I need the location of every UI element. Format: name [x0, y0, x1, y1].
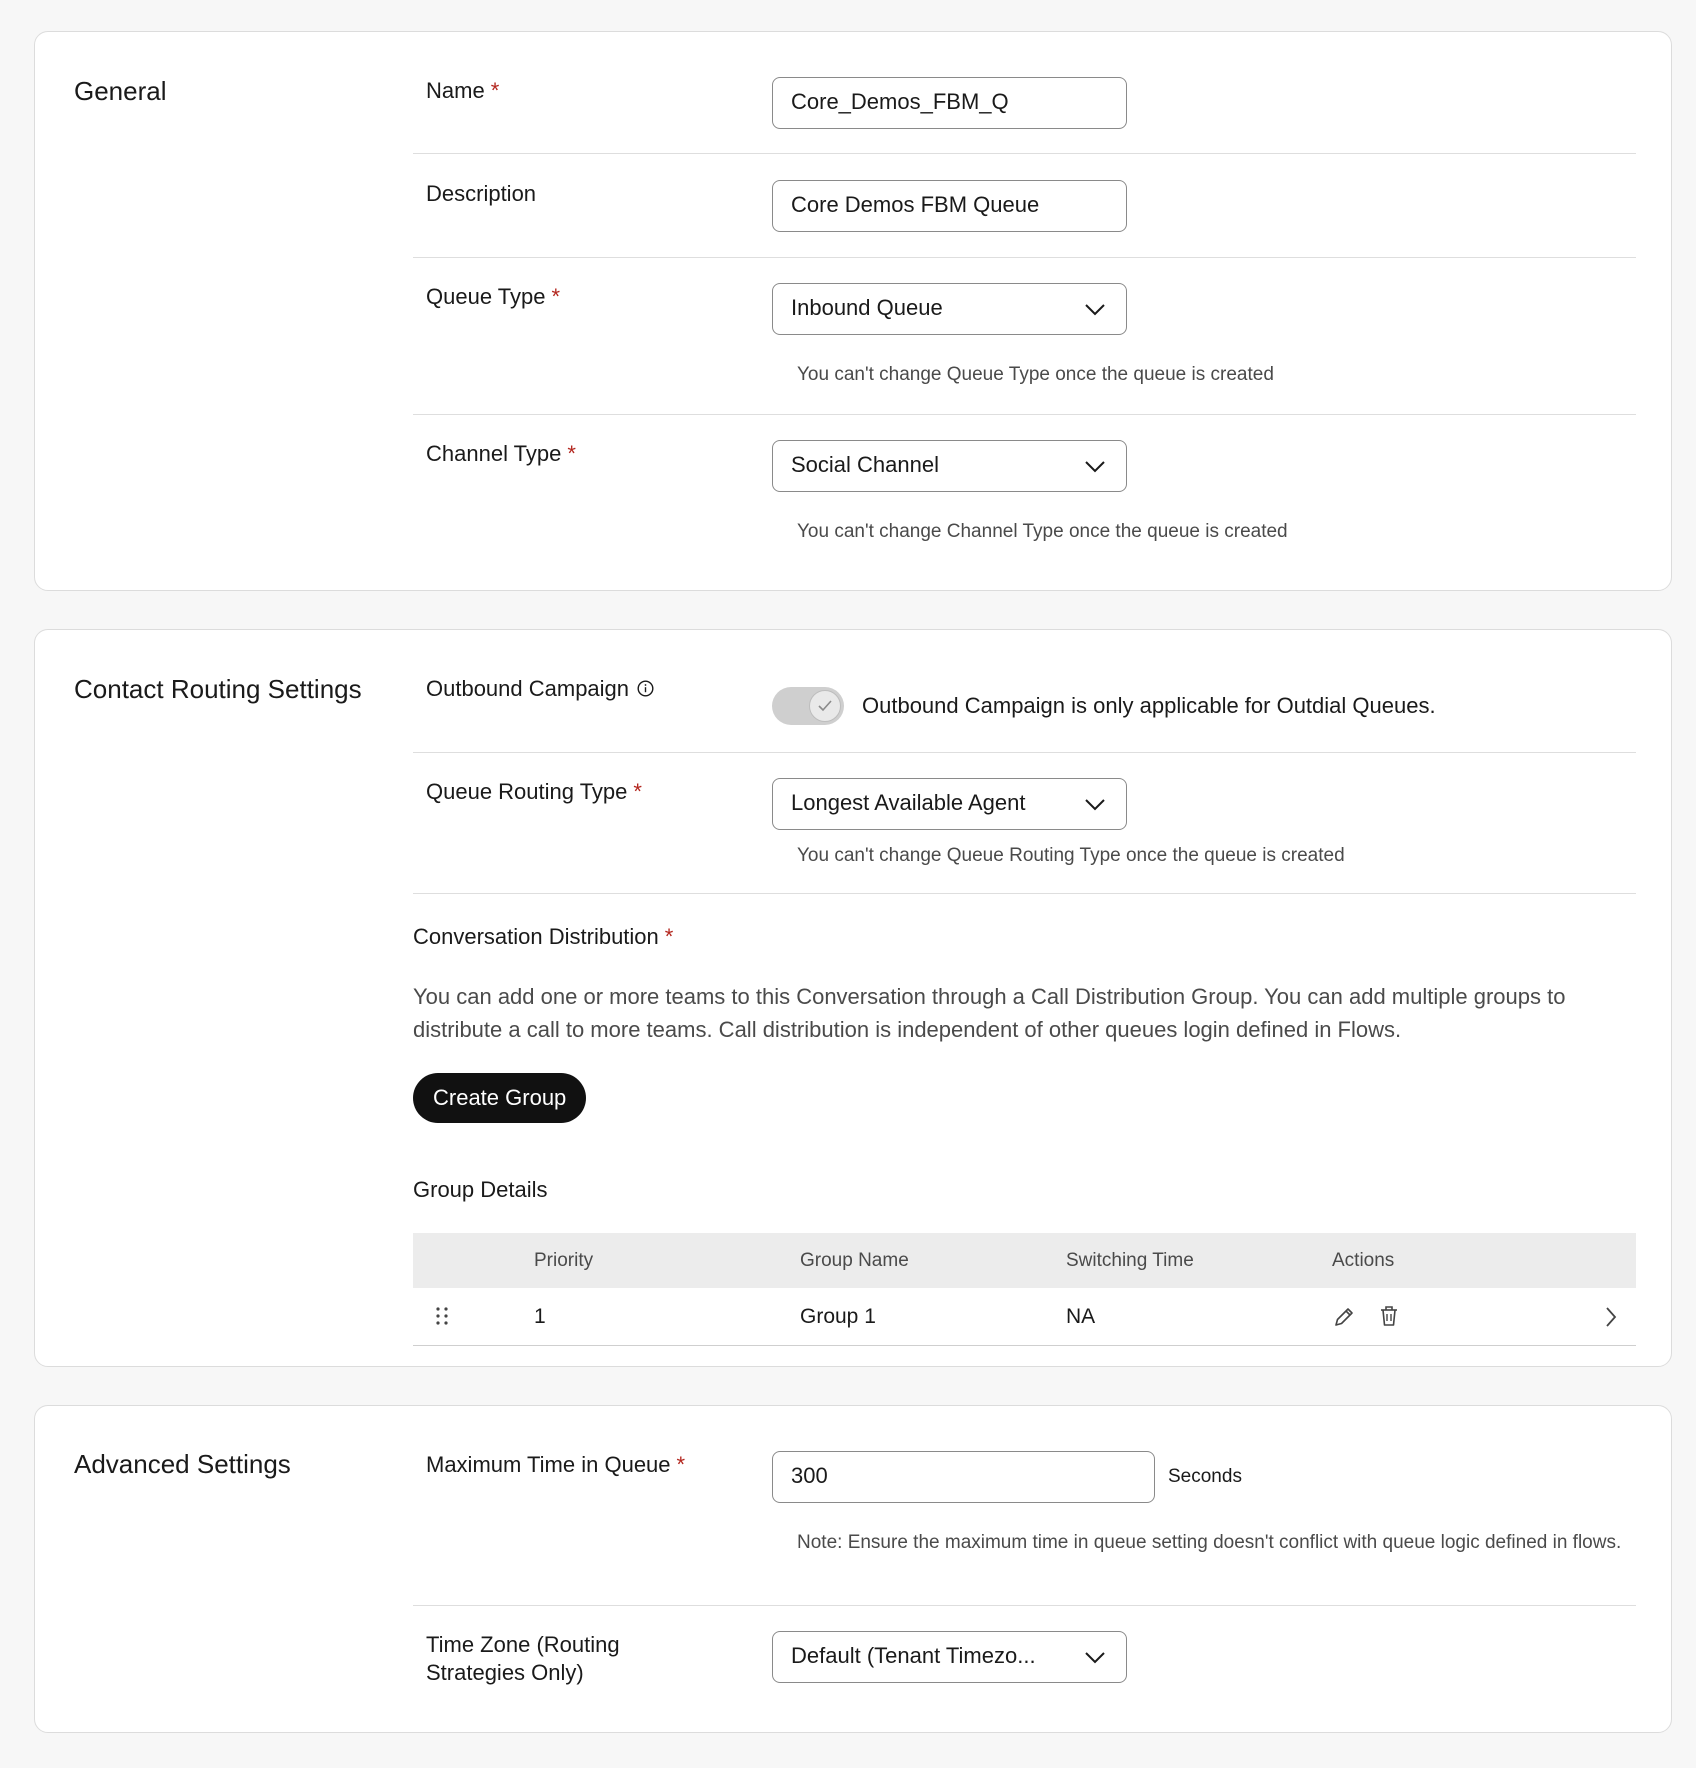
contact-routing-section	[34, 629, 1672, 1367]
max-time-label: Maximum Time in Queue *	[426, 1452, 686, 1477]
drag-handle-icon[interactable]	[435, 1306, 449, 1326]
outbound-campaign-text: Outbound Campaign is only applicable for Outdial Queues.	[862, 693, 1436, 718]
trash-icon[interactable]	[1378, 1304, 1400, 1328]
queue-type-select[interactable]	[772, 283, 1127, 335]
check-icon	[818, 700, 832, 712]
section-title-advanced: Advanced Settings	[74, 1449, 291, 1479]
divider	[413, 1605, 1636, 1606]
channel-type-value: Social Channel	[791, 452, 939, 477]
table-header	[413, 1233, 1636, 1288]
cell-group-name: Group 1	[800, 1305, 876, 1328]
queue-routing-type-value: Longest Available Agent	[791, 790, 1026, 815]
timezone-label: Time Zone (Routing Strategies Only)	[426, 1632, 620, 1685]
required-mark: *	[664, 924, 674, 949]
cell-switching-time: NA	[1066, 1305, 1096, 1328]
name-label: Name *	[426, 78, 500, 103]
channel-type-help: You can't change Channel Type once the queue is created	[797, 521, 1288, 542]
outbound-campaign-toggle[interactable]	[772, 687, 844, 725]
section-title-general: General	[74, 76, 167, 106]
outbound-campaign-label: Outbound Campaign	[426, 675, 746, 703]
toggle-knob	[809, 690, 841, 722]
conversation-distribution-text: You can add one or more teams to this Conversation through a Call Distribution Group. You can add multiple groups to distribute a call to more teams. Call distribution is independent of other queues login defined in Flows.	[413, 984, 1566, 1042]
required-mark: *	[567, 441, 576, 466]
chevron-right-icon[interactable]	[1604, 1306, 1618, 1328]
advanced-settings-section	[34, 1405, 1672, 1733]
queue-type-label: Queue Type *	[426, 284, 561, 309]
group-details-label: Group Details	[413, 1177, 548, 1202]
max-time-unit: Seconds	[1168, 1466, 1242, 1487]
header-priority[interactable]: Priority	[534, 1250, 594, 1271]
queue-routing-type-label: Queue Routing Type *	[426, 779, 642, 804]
chevron-down-icon	[1084, 455, 1106, 477]
header-switching-time[interactable]: Switching Time	[1066, 1250, 1194, 1271]
chevron-down-icon	[1084, 793, 1106, 815]
pencil-icon[interactable]	[1332, 1305, 1356, 1329]
info-icon[interactable]	[637, 680, 654, 697]
chevron-down-icon	[1084, 1646, 1106, 1668]
queue-type-help: You can't change Queue Type once the queue is created	[797, 364, 1274, 385]
required-mark: *	[633, 779, 642, 804]
channel-type-select[interactable]	[772, 440, 1127, 492]
queue-routing-type-select[interactable]	[772, 778, 1127, 830]
description-input[interactable]: Core Demos FBM Queue	[772, 180, 1127, 232]
header-group-name[interactable]: Group Name	[800, 1250, 909, 1271]
general-section	[34, 31, 1672, 591]
divider	[413, 414, 1636, 415]
divider	[413, 257, 1636, 258]
queue-routing-type-help: You can't change Queue Routing Type once the queue is created	[797, 845, 1345, 866]
queue-type-value: Inbound Queue	[791, 295, 943, 320]
section-title-routing: Contact Routing Settings	[74, 674, 362, 704]
chevron-down-icon	[1084, 298, 1106, 320]
timezone-value: Default (Tenant Timezo...	[791, 1643, 1036, 1668]
group-details-table	[413, 1233, 1636, 1346]
divider	[413, 153, 1636, 154]
required-mark: *	[551, 284, 561, 309]
table-row[interactable]	[413, 1288, 1636, 1346]
conversation-distribution-label: Conversation Distribution *	[413, 924, 674, 949]
create-group-button[interactable]: Create Group	[413, 1073, 586, 1123]
required-mark: *	[676, 1452, 686, 1477]
divider	[413, 893, 1636, 894]
required-mark: *	[490, 78, 500, 103]
description-label: Description	[426, 181, 537, 206]
divider	[413, 752, 1636, 753]
timezone-select[interactable]	[772, 1631, 1127, 1683]
cell-priority: 1	[534, 1305, 546, 1328]
max-time-note: Note: Ensure the maximum time in queue setting doesn't conflict with queue logic defined in flows.	[797, 1532, 1622, 1553]
header-actions: Actions	[1332, 1250, 1395, 1271]
max-time-input[interactable]: 300	[772, 1451, 1155, 1503]
name-input[interactable]: Core_Demos_FBM_Q	[772, 77, 1127, 129]
channel-type-label: Channel Type *	[426, 441, 576, 466]
